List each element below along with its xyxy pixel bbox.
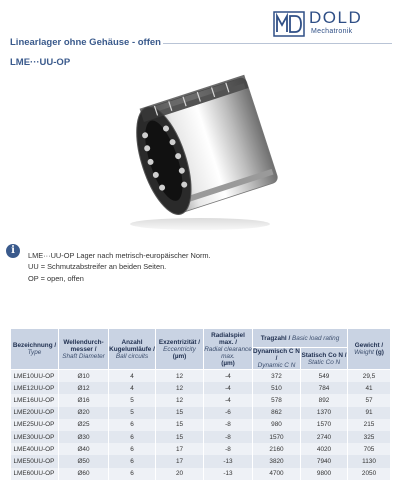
col-header-designation: Bezeichnung / Type — [11, 329, 59, 370]
table-cell: Ø30 — [59, 431, 109, 443]
table-cell: 15 — [156, 419, 204, 431]
brand-name: DOLD — [309, 8, 363, 27]
table-cell: -4 — [204, 394, 253, 406]
table-cell: 4020 — [301, 443, 348, 455]
table-cell: 784 — [301, 382, 348, 394]
table-cell: 6 — [109, 419, 156, 431]
col-header-eccentricity: Exzentrizität / Eccentricity (µm) — [156, 329, 204, 370]
table-cell: 15 — [156, 431, 204, 443]
series-title: LME···UU-OP — [10, 57, 71, 68]
table-cell: LME40UU-OP — [11, 443, 59, 455]
table-cell: 6 — [109, 468, 156, 480]
col-header-radial-clearance: Radialspiel max. / Radial clearance max. (µm) — [204, 329, 253, 370]
table-cell: 5 — [109, 394, 156, 406]
table-cell: Ø50 — [59, 455, 109, 467]
table-cell: LME12UU-OP — [11, 382, 59, 394]
table-cell: 980 — [253, 419, 301, 431]
table-cell: 2740 — [301, 431, 348, 443]
table-cell: 17 — [156, 455, 204, 467]
table-cell: 325 — [348, 431, 391, 443]
table-cell: LME25UU-OP — [11, 419, 59, 431]
table-cell: -13 — [204, 468, 253, 480]
info-line: OP = open, offen — [28, 273, 84, 283]
linear-bearing-photo — [100, 64, 300, 234]
table-cell: 15 — [156, 407, 204, 419]
table-cell: 862 — [253, 407, 301, 419]
table-cell: 20 — [156, 468, 204, 480]
title-divider — [163, 43, 392, 44]
table-cell: -6 — [204, 407, 253, 419]
table-cell: -4 — [204, 382, 253, 394]
table-cell: -8 — [204, 431, 253, 443]
table-cell: LME16UU-OP — [11, 394, 59, 406]
table-cell: Ø16 — [59, 394, 109, 406]
table-cell: 6 — [109, 431, 156, 443]
table-cell: 3820 — [253, 455, 301, 467]
table-cell: -8 — [204, 443, 253, 455]
table-cell: 1370 — [301, 407, 348, 419]
table-cell: -4 — [204, 370, 253, 383]
table-cell: 1570 — [253, 431, 301, 443]
table-cell: Ø10 — [59, 370, 109, 383]
table-cell: 510 — [253, 382, 301, 394]
table-row — [11, 407, 391, 419]
table-cell: LME30UU-OP — [11, 431, 59, 443]
table-cell: 12 — [156, 394, 204, 406]
table-cell: -8 — [204, 419, 253, 431]
table-cell: 372 — [253, 370, 301, 383]
table-cell: 9800 — [301, 468, 348, 480]
table-cell: 215 — [348, 419, 391, 431]
table-cell: 29,5 — [348, 370, 391, 383]
table-cell: LME60UU-OP — [11, 468, 59, 480]
table-cell: 705 — [348, 443, 391, 455]
col-header-ball-circuits: Anzahl Kugelumläufe / Ball circuits — [109, 329, 156, 370]
table-cell: Ø40 — [59, 443, 109, 455]
brand-logo — [273, 9, 391, 41]
table-row — [11, 382, 391, 394]
col-header-load-rating: Tragzahl / Basic load rating — [253, 329, 348, 348]
table-cell: 1570 — [301, 419, 348, 431]
info-text — [28, 250, 211, 284]
col-header-dynamic: Dynamisch C N / Dynamic C N — [253, 348, 300, 369]
table-cell: 7940 — [301, 455, 348, 467]
spec-table — [10, 328, 391, 480]
table-cell: 12 — [156, 370, 204, 383]
table-cell: 4 — [109, 370, 156, 383]
spec-table-body — [11, 370, 391, 480]
dold-logo-mark-icon — [273, 11, 305, 37]
brand-subtitle: Mechatronik — [311, 28, 353, 35]
table-cell: Ø60 — [59, 468, 109, 480]
col-header-weight: Gewicht / Weight (g) — [348, 329, 391, 370]
table-cell: Ø12 — [59, 382, 109, 394]
table-cell: 4700 — [253, 468, 301, 480]
page-title: Linearlager ohne Gehäuse - offen — [10, 37, 161, 48]
table-row — [11, 455, 391, 467]
table-cell: 578 — [253, 394, 301, 406]
table-cell: LME10UU-OP — [11, 370, 59, 383]
table-cell: 6 — [109, 455, 156, 467]
col-header-static: Statisch Co N / Static Co N — [301, 348, 348, 370]
table-cell: 91 — [348, 407, 391, 419]
table-cell: -13 — [204, 455, 253, 467]
table-cell: 892 — [301, 394, 348, 406]
table-cell: LME20UU-OP — [11, 407, 59, 419]
table-cell: LME50UU-OP — [11, 455, 59, 467]
info-line: UU = Schmutzabstreifer an beiden Seiten. — [28, 262, 167, 272]
info-line: LME···UU-OP Lager nach metrisch-europäischer Norm. — [28, 251, 211, 260]
table-row — [11, 431, 391, 443]
table-cell: 1130 — [348, 455, 391, 467]
table-row — [11, 468, 391, 480]
table-cell: 57 — [348, 394, 391, 406]
col-header-shaft-diameter: Wellendurch-messer / Shaft Diameter — [59, 329, 109, 370]
table-cell: Ø25 — [59, 419, 109, 431]
table-cell: 6 — [109, 443, 156, 455]
table-cell: Ø20 — [59, 407, 109, 419]
table-cell: 5 — [109, 407, 156, 419]
table-cell: 41 — [348, 382, 391, 394]
table-row — [11, 370, 391, 383]
table-cell: 4 — [109, 382, 156, 394]
table-cell: 17 — [156, 443, 204, 455]
table-row — [11, 394, 391, 406]
table-row — [11, 419, 391, 431]
table-cell: 2160 — [253, 443, 301, 455]
table-cell: 549 — [301, 370, 348, 383]
table-cell: 12 — [156, 382, 204, 394]
table-row — [11, 443, 391, 455]
table-cell: 2050 — [348, 468, 391, 480]
info-icon: i — [6, 244, 20, 258]
